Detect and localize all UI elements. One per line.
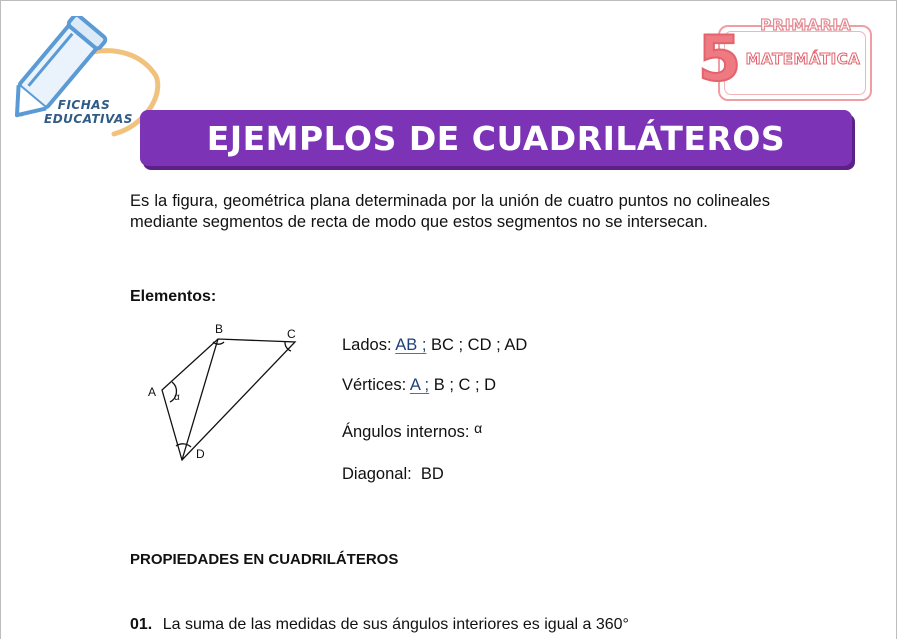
vertex-c-label: C xyxy=(287,327,296,341)
sides-first: AB ; xyxy=(395,336,427,354)
angles-label: Ángulos internos: xyxy=(342,423,470,441)
vertices-rest: B ; C ; D xyxy=(429,376,497,394)
diagonal-label: Diagonal: xyxy=(342,465,412,483)
sides-rest: BC ; CD ; AD xyxy=(426,336,528,354)
logo-text-line1: FICHAS xyxy=(57,98,111,112)
vertices-line xyxy=(342,376,496,395)
property-text: La suma de las medidas de sus ángulos interiores es igual a 360° xyxy=(162,616,629,633)
page-title: EJEMPLOS DE CUADRILÁTEROS xyxy=(206,119,786,158)
quadrilateral-shape xyxy=(162,339,295,460)
property-number: 01. xyxy=(130,616,153,633)
elements-heading: Elementos: xyxy=(130,288,217,305)
quadrilateral-figure xyxy=(140,318,310,468)
diagonal-value: BD xyxy=(420,465,444,483)
definition-paragraph: Es la figura, geométrica plana determinada por la unión de cuatro puntos no colineales mediante segmentos de recta de modo que estos segmentos no se intersecan. xyxy=(130,192,770,231)
angles-value: α xyxy=(474,420,483,436)
sides-line xyxy=(342,336,527,355)
badge-level: PRIMARIA xyxy=(760,16,852,34)
logo-text-line2: EDUCATIVAS xyxy=(44,112,133,126)
property-item xyxy=(130,616,629,634)
badge-grade-number: 5 xyxy=(698,22,742,95)
title-banner xyxy=(140,110,852,166)
angles-line xyxy=(342,420,483,442)
diagonal-line xyxy=(342,465,444,484)
vertices-label: Vértices: xyxy=(342,376,407,394)
vertex-a-label: A xyxy=(148,385,157,399)
vertex-b-label: B xyxy=(215,322,224,336)
properties-heading: PROPIEDADES EN CUADRILÁTEROS xyxy=(130,551,399,568)
alpha-symbol: α xyxy=(174,392,180,403)
vertices-first: A ; xyxy=(409,376,430,394)
badge-subject: MATEMÁTICA xyxy=(745,50,861,68)
vertex-d-label: D xyxy=(196,447,205,461)
sides-label: Lados: xyxy=(342,336,392,354)
grade-badge xyxy=(696,16,876,104)
